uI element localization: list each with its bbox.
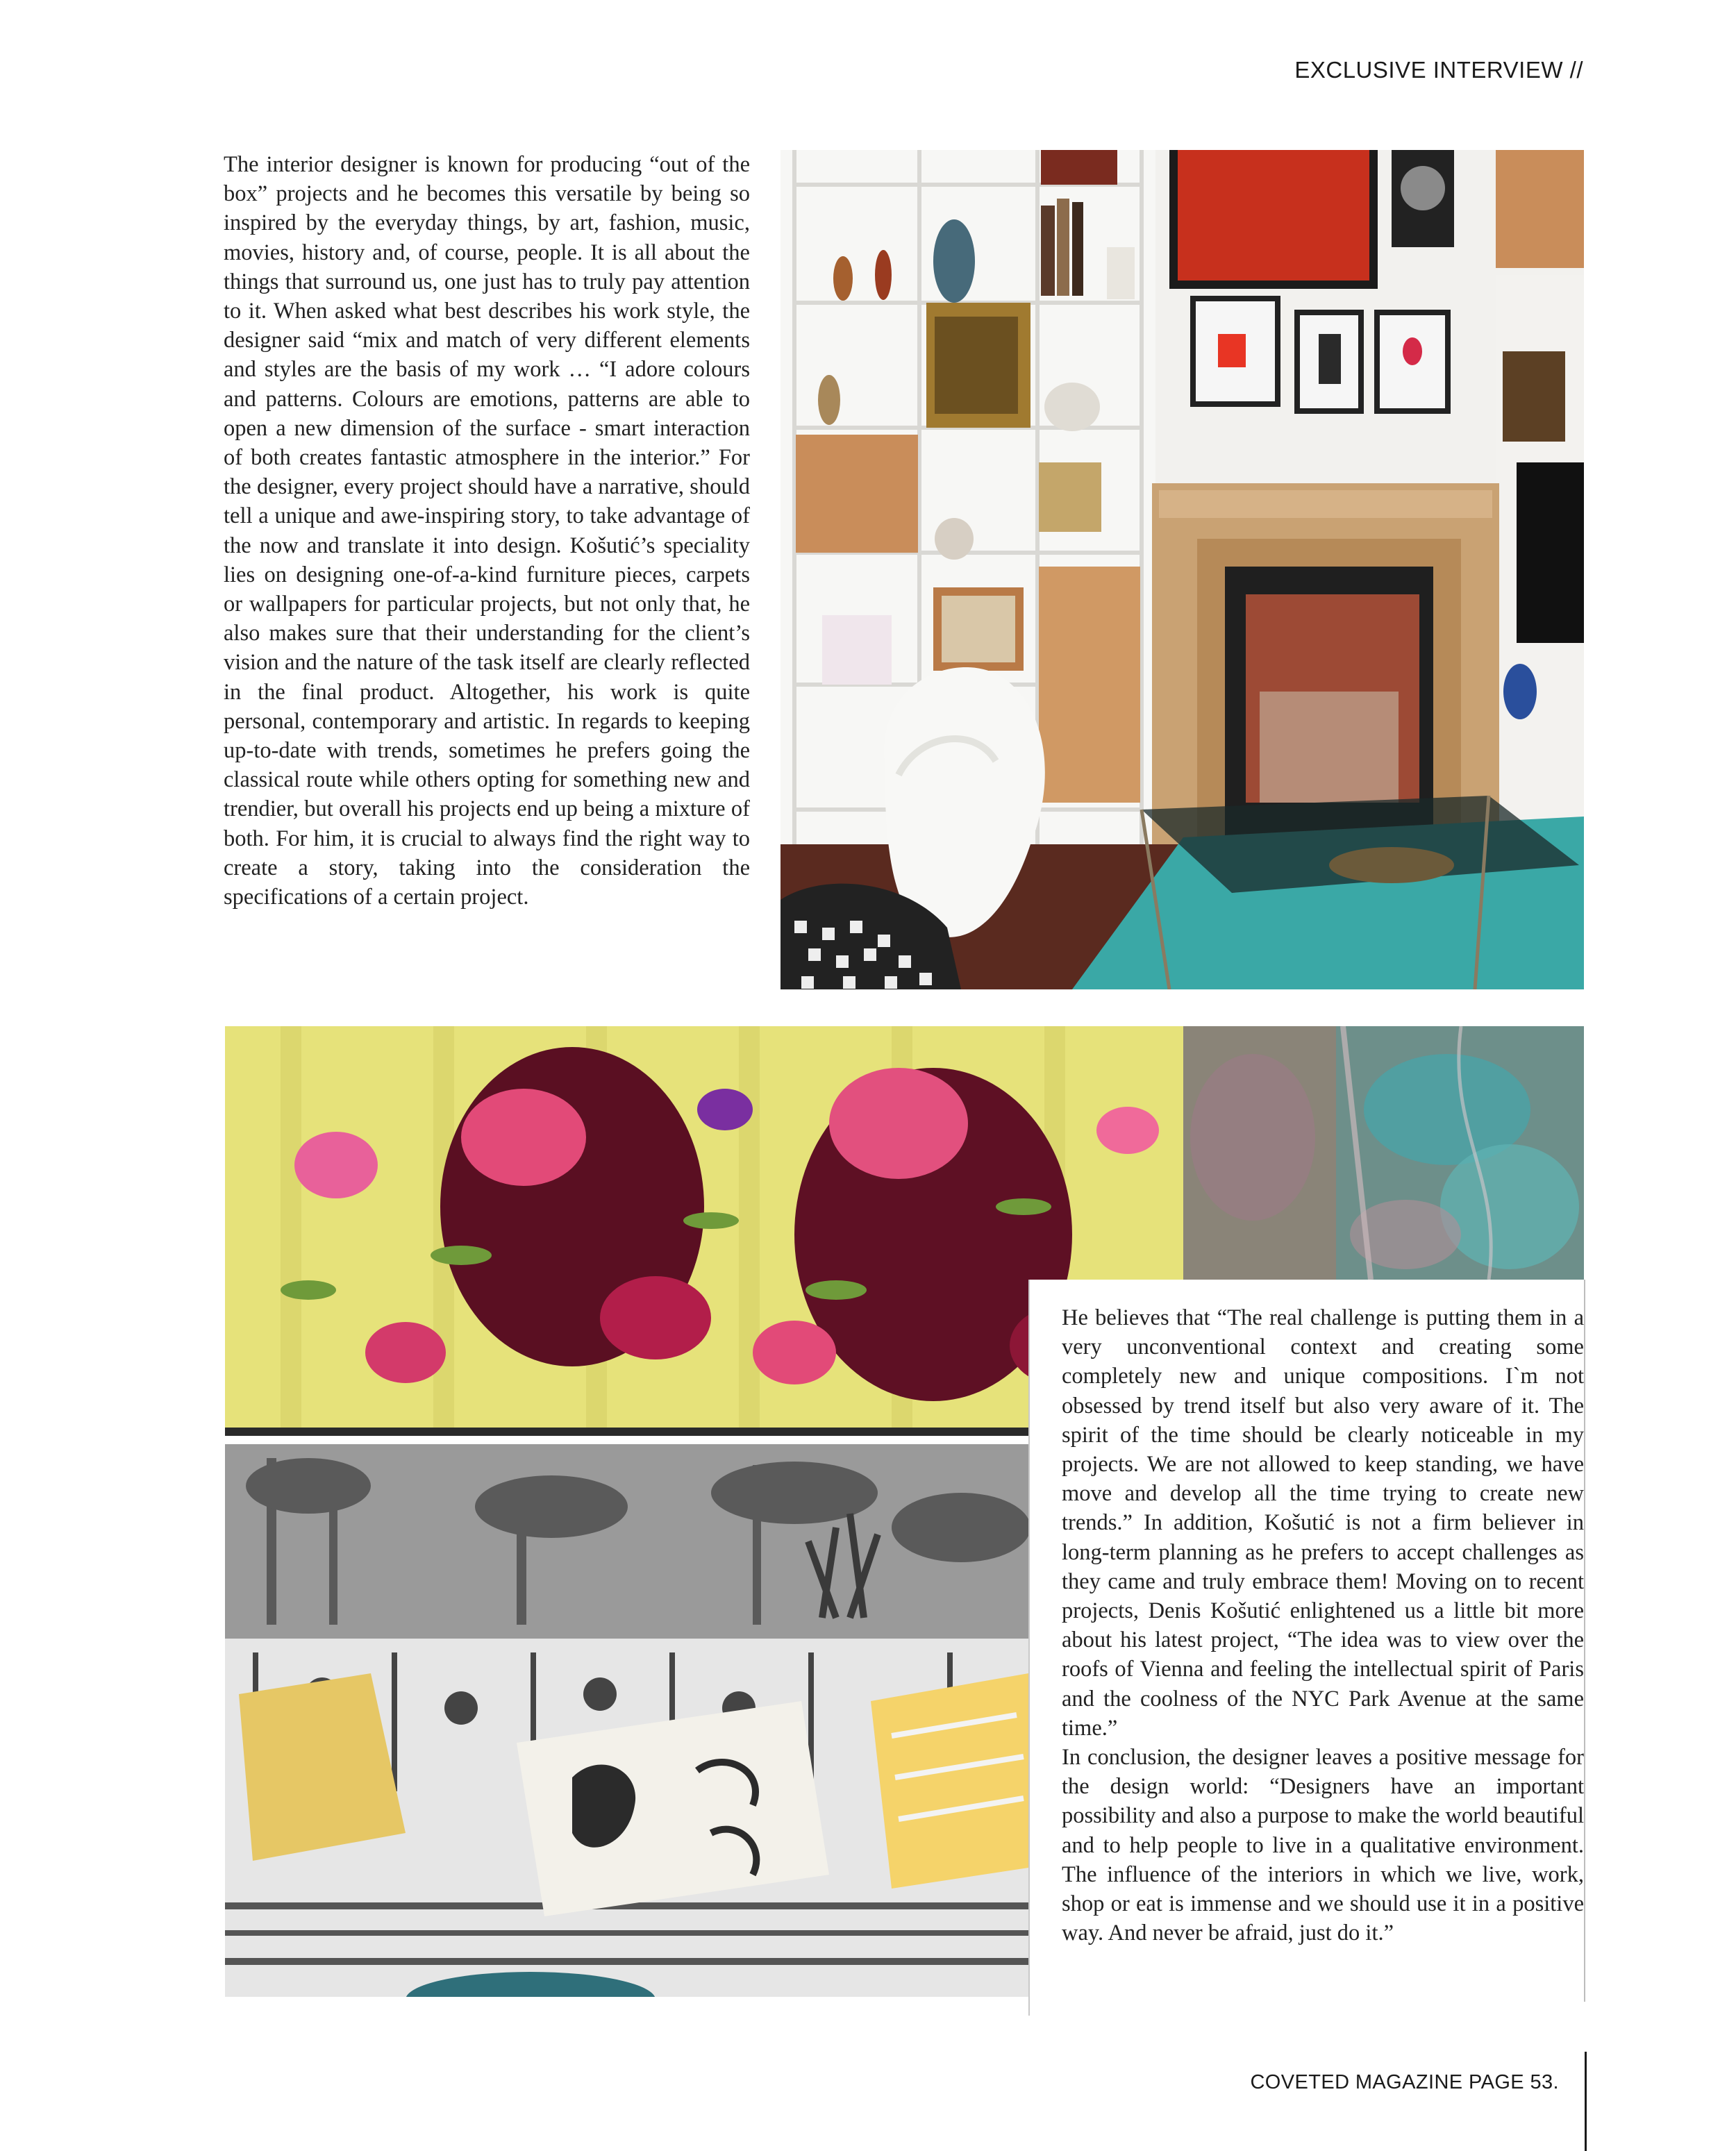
article-text-box bbox=[1028, 1280, 1585, 2016]
article-column-left bbox=[224, 150, 750, 912]
section-header: EXCLUSIVE INTERVIEW // bbox=[1294, 57, 1583, 83]
divider bbox=[1585, 2052, 1587, 2151]
toile-sofa-photo bbox=[225, 1444, 1028, 1997]
marble-surface-photo bbox=[1183, 1026, 1584, 1280]
page-footer: COVETED MAGAZINE PAGE 53. bbox=[1250, 2071, 1559, 2093]
living-room-photo bbox=[781, 150, 1584, 989]
article-paragraph: He believes that “The real challenge is putting them in a very unconventional context and creating some completely new and unique compositions. I`m not obsessed by trend itself but also very aware of it. The spirit of the time should be clearly noticeable in my projects. We are not allowed to keep standing, we have move and develop all the time trying to create new trends.” In addition, Košutić is not a firm believer in long-term planning as he prefers to accept challenges as they came and truly embrace them! Moving on to recent projects, Denis Košutić enlightened us a little bit more about his latest project, “The idea was to view over the roofs of Vienna and feeling the intellectual spirit of Paris and the coolness of the NYC Park Avenue at the same time.” bbox=[1062, 1305, 1584, 1741]
article-paragraph: In conclusion, the designer leaves a positive message for the design world: “Designers have an important possibility and also a purpose to make the world beautiful and to help people to live in a qualitative environment. The influence of the interiors in which we live, work, shop or eat is immense and we should use it in a positive way. And never be afraid, just do it.” bbox=[1062, 1745, 1584, 1946]
article-paragraph: The interior designer is known for producing “out of the box” projects and he becomes this versatile by being so inspired by the everyday things, by art, fashion, music, movies, history and, of course, people. It is all about the things that surround us, one just has to truly pay attention to it. When asked what best describes his work style, the designer said “mix and match of very different elements and styles are the basis of my work … “I adore colours and patterns. Colours are emotions, patterns are able to open a new dimension of the surface - smart interaction of both creates fantastic atmosphere in the interior.” For the designer, every project should have a narrative, should tell a unique and awe-inspiring story, to take advantage of the now and translate it into design. Košutić’s speciality lies on designing one-of-a-kind furniture pieces, carpets or wallpapers for particular projects, but not only that, he also makes sure that their understanding for the client’s vision and the nature of the task itself are clearly reflected in the final product. Altogether, his work is quite personal, contemporary and artistic. In regards to keeping up-to-date with trends, sometimes he prefers going the classical route while others opting for something new and trendier, but overall his projects end up being a mixture of both. For him, it is crucial to always find the right way to create a story, taking into the consideration the specifications of a certain project. bbox=[224, 152, 750, 910]
divider bbox=[1584, 1280, 1585, 2002]
